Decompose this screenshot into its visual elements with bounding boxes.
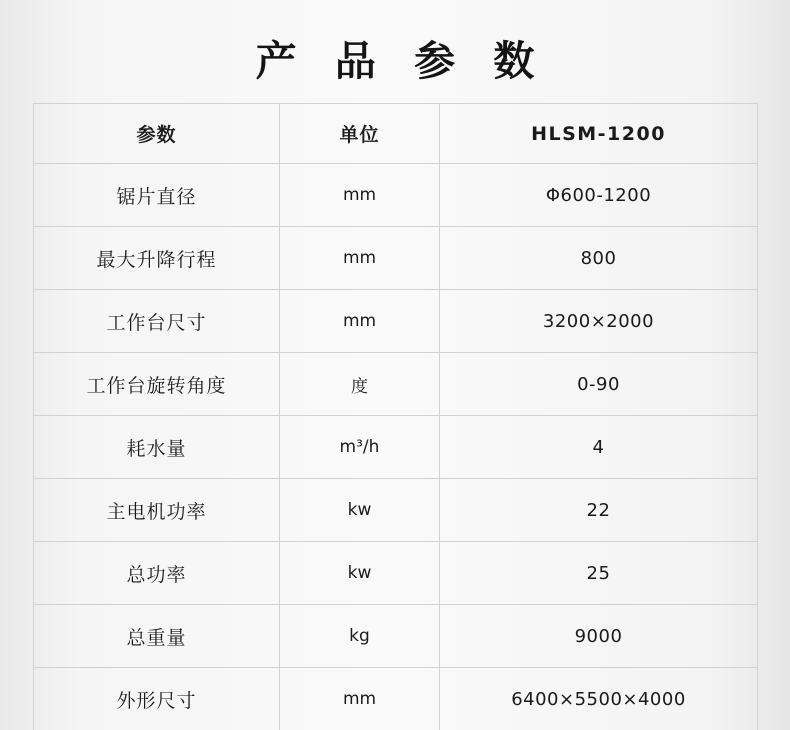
column-header-unit: 单位 xyxy=(280,104,440,164)
table-row xyxy=(34,605,758,668)
spec-table-body xyxy=(34,164,758,730)
table-row xyxy=(34,416,758,479)
row-value: 4 xyxy=(440,416,758,479)
table-row xyxy=(34,164,758,227)
row-unit: mm xyxy=(280,227,440,290)
row-parameter: 主电机功率 xyxy=(34,479,280,542)
row-value: 9000 xyxy=(440,605,758,668)
spec-table-wrapper xyxy=(33,103,757,730)
row-unit: 度 xyxy=(280,353,440,416)
row-unit: kw xyxy=(280,479,440,542)
row-parameter: 工作台旋转角度 xyxy=(34,353,280,416)
row-parameter: 总功率 xyxy=(34,542,280,605)
row-value: 3200×2000 xyxy=(440,290,758,353)
row-value: 800 xyxy=(440,227,758,290)
table-row xyxy=(34,479,758,542)
row-parameter: 最大升降行程 xyxy=(34,227,280,290)
table-row xyxy=(34,542,758,605)
table-row xyxy=(34,668,758,730)
row-parameter: 总重量 xyxy=(34,605,280,668)
row-unit: mm xyxy=(280,164,440,227)
row-unit: mm xyxy=(280,668,440,730)
table-row xyxy=(34,353,758,416)
row-unit: m³/h xyxy=(280,416,440,479)
table-row xyxy=(34,290,758,353)
row-value: 25 xyxy=(440,542,758,605)
table-row xyxy=(34,227,758,290)
page-title: 产 品 参 数 xyxy=(255,37,547,85)
spec-table-header xyxy=(34,104,758,164)
row-parameter: 工作台尺寸 xyxy=(34,290,280,353)
row-parameter: 外形尺寸 xyxy=(34,668,280,730)
row-parameter: 锯片直径 xyxy=(34,164,280,227)
row-parameter: 耗水量 xyxy=(34,416,280,479)
spec-table xyxy=(33,103,758,730)
column-header-parameter: 参数 xyxy=(34,104,280,164)
table-header-row xyxy=(34,104,758,164)
row-unit: mm xyxy=(280,290,440,353)
row-value: 22 xyxy=(440,479,758,542)
row-value: 0-90 xyxy=(440,353,758,416)
row-value: Φ600-1200 xyxy=(440,164,758,227)
row-unit: kw xyxy=(280,542,440,605)
row-value: 6400×5500×4000 xyxy=(440,668,758,730)
column-header-model: HLSM-1200 xyxy=(440,104,758,164)
row-unit: kg xyxy=(280,605,440,668)
